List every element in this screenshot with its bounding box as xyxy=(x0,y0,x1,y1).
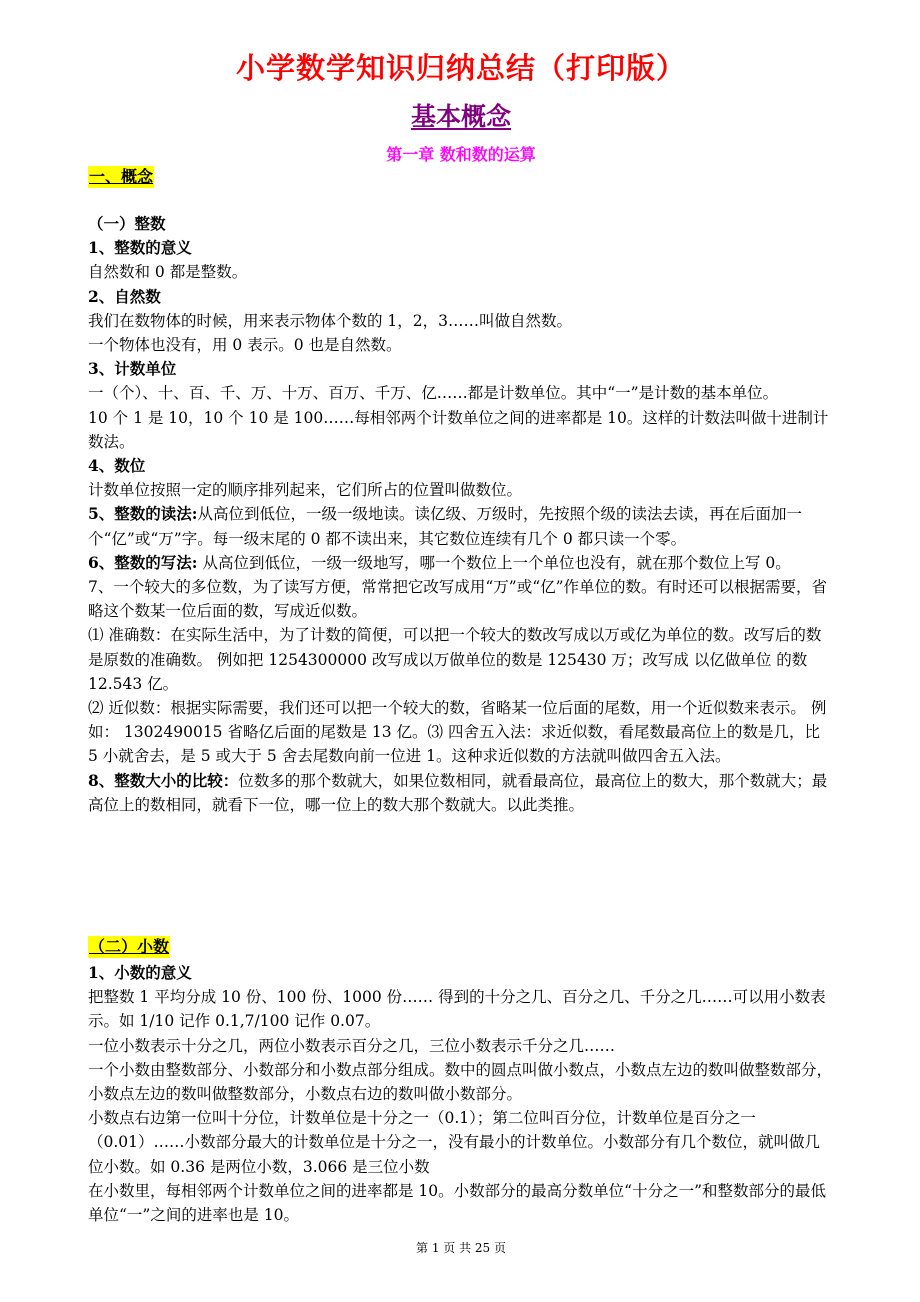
integers-h8: 8、整数大小的比较： xyxy=(88,770,239,790)
integers-h2: 2、自然数 xyxy=(88,286,161,306)
decimals-p1a: 把整数 1 平均分成 10 份、100 份、1000 份…… 得到的十分之几、百分之几、千分之几……可以用小数表示。如 1/10 记作 0.1,7/100 记作 0.07。 xyxy=(88,988,826,1031)
integers-p4: 计数单位按照一定的顺序排列起来，它们所占的位置叫做数位。 xyxy=(88,481,523,500)
decimals-p1d: 小数点右边第一位叫十分位，计数单位是十分之一（0.1）；第二位叫百分位，计数单位是百分之一（0.01）……小数部分最大的计数单位是十分之一，没有最小的计数单位。小数部分有几个数位，就叫做几位小数。如 0.36 是两位小数，3.066 是三位小数 xyxy=(88,1109,821,1176)
integers-h5: 5、整数的读法: xyxy=(88,504,198,524)
integers-p3a: 一（个）、十、百、千、万、十万、百万、千万、亿……都是计数单位。其中“一”是计数的基本单位。 xyxy=(88,384,779,403)
page-title: 小学数学知识归纳总结（打印版） xyxy=(235,51,686,85)
subtitle-wrap xyxy=(88,100,834,134)
integers-heading: （一）整数 xyxy=(88,214,166,233)
integers-h6: 6、整数的写法: xyxy=(88,552,198,572)
integers-p3b: 10 个 1 是 10，10 个 10 是 100……每相邻两个计数单位之间的进率都是 10。这样的计数法叫做十进制计数法。 xyxy=(88,408,829,451)
decimals-section xyxy=(88,961,834,1227)
integers-p7a: ⑴ 准确数：在实际生活中，为了计数的简便，可以把一个较大的数改写成以万或亿为单位的数。改写后的数是原数的准确数。 例如把 1254300000 改写成以万做单位的数是 125430 万；改写成 以亿做单位 的数 12.543 亿。 xyxy=(88,626,822,693)
integers-p6: 从高位到低位，一级一级地写，哪一个数位上一个单位也没有，就在那个数位上写 0。 xyxy=(197,553,791,572)
integers-p1: 自然数和 0 都是整数。 xyxy=(88,263,248,282)
integers-p5: 从高位到低位，一级一级地读。读亿级、万级时，先按照个级的读法去读，再在后面加一个“亿”或“万”字。每一级末尾的 0 都不读出来，其它数位连续有几个 0 都只读一个零。 xyxy=(88,505,803,548)
integers-p7: 7、一个较大的多位数，为了读写方便，常常把它改写成用“万”或“亿”作单位的数。有时还可以根据需要，省略这个数某一位后面的数，写成近似数。 xyxy=(88,578,828,621)
integers-p8: 位数多的那个数就大，如果位数相同，就看最高位，最高位上的数大，那个数就大；最高位上的数相同，就看下一位，哪一位上的数大那个数就大。以此类推。 xyxy=(88,771,828,814)
integers-p2a: 我们在数物体的时候，用来表示物体个数的 1，2，3……叫做自然数。 xyxy=(88,311,573,330)
integers-item5 xyxy=(88,502,834,550)
decimals-p1c: 一个小数由整数部分、小数部分和小数点部分组成。数中的圆点叫做小数点，小数点左边的数叫做整数部分，小数点左边的数叫做整数部分，小数点右边的数叫做小数部分。 xyxy=(88,1060,833,1104)
decimals-p1b: 一位小数表示十分之几，两位小数表示百分之几，三位小数表示千分之几…… xyxy=(88,1036,616,1055)
integers-h1: 1、整数的意义 xyxy=(88,238,192,258)
integers-item8 xyxy=(88,769,834,817)
decimals-p1e: 在小数里，每相邻两个计数单位之间的进率都是 10。小数部分的最高分数单位“十分之一”和整数部分的最低单位“一”之间的进率也是 10。 xyxy=(88,1181,827,1225)
integers-h4: 4、数位 xyxy=(88,456,146,476)
section-heading-concepts: 一、概念 xyxy=(89,167,154,186)
decimals-heading: （二）小数 xyxy=(89,937,170,956)
integers-item6 xyxy=(88,551,834,575)
subtitle: 基本概念 xyxy=(410,102,511,131)
integers-p2b: 一个物体也没有，用 0 表示。0 也是自然数。 xyxy=(88,336,402,355)
integers-p7b: ⑵ 近似数：根据实际需要，我们还可以把一个较大的数，省略某一位后面的尾数，用一个近似数来表示。 例如： 1302490015 省略亿后面的尾数是 13 亿。⑶ 四舍五入法：求近似数，看尾数最高位上的数是几，比 5 小就舍去，是 5 或大于 5 舍去尾数向前一位进 1。这种求近似数的方法就叫做四舍五入法。 xyxy=(88,699,827,766)
integers-h3: 3、计数单位 xyxy=(88,359,177,379)
integers-section xyxy=(88,212,834,817)
page-footer: 第 1 页 共 25 页 xyxy=(416,1241,506,1255)
chapter-heading: 第一章 数和数的运算 xyxy=(386,145,536,164)
decimals-h1: 1、小数的意义 xyxy=(88,963,192,982)
